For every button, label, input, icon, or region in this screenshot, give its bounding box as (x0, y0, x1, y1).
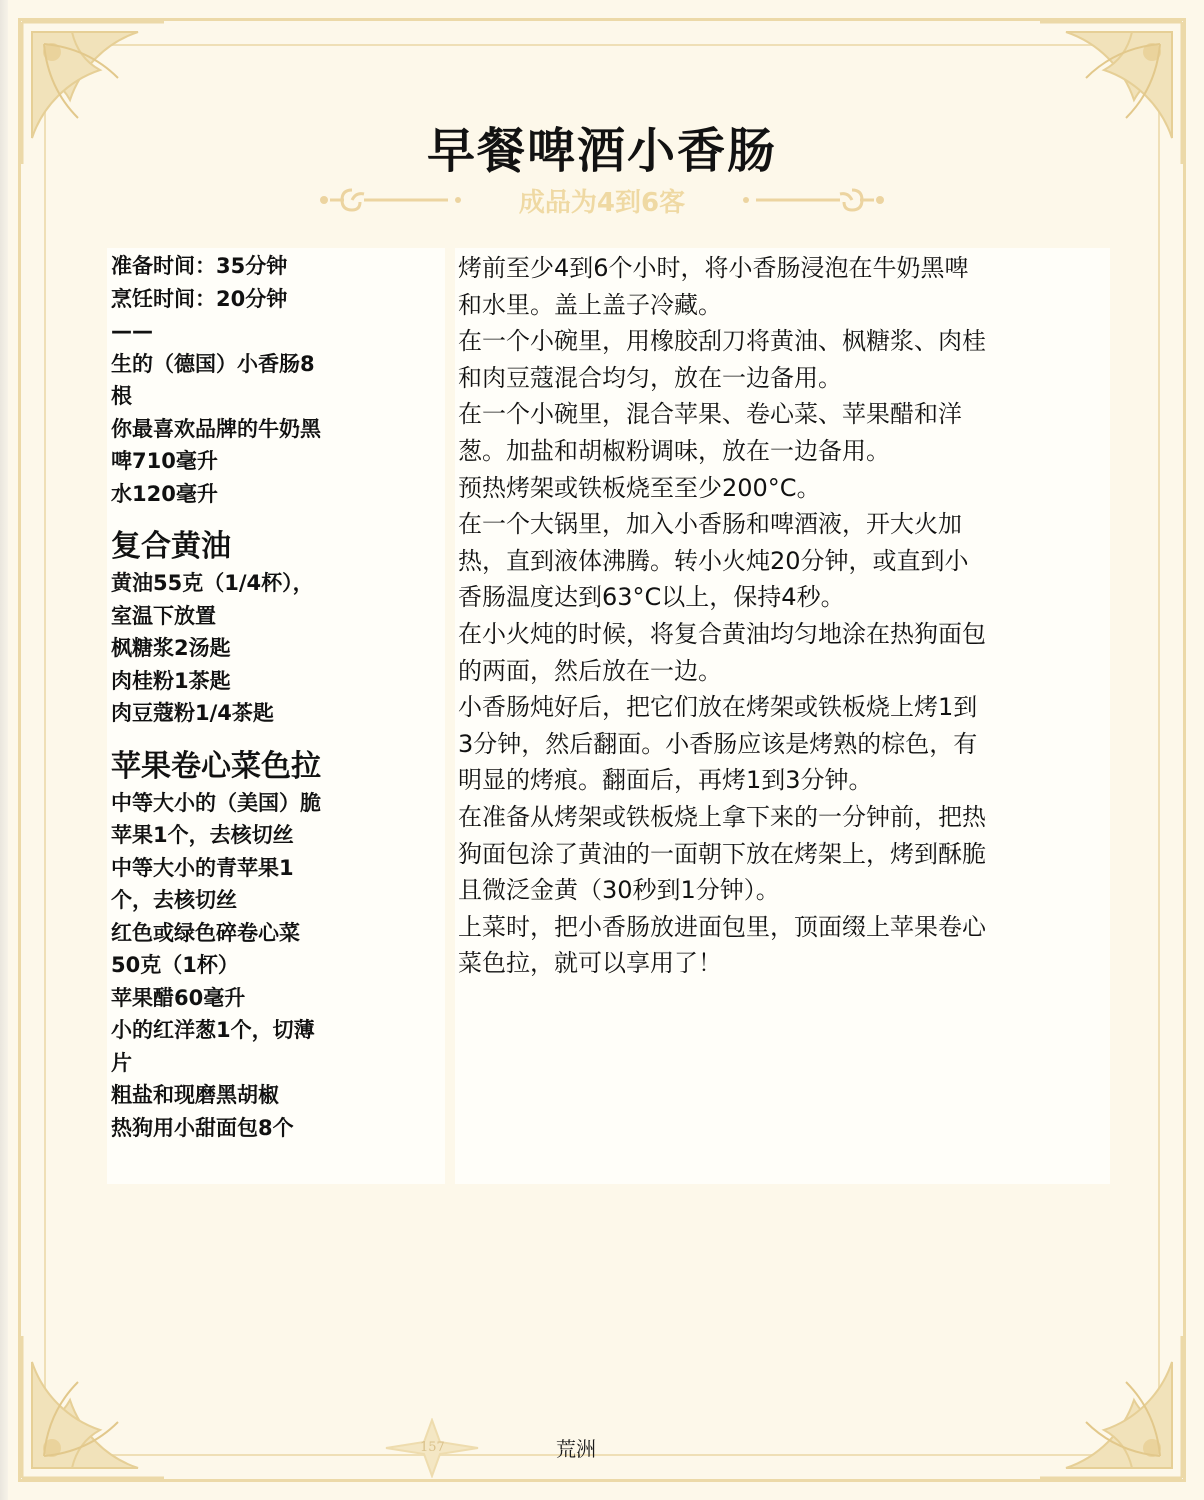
instruction-line: 3分钟，然后翻面。小香肠应该是烤熟的棕色，有 (458, 729, 978, 758)
instruction-line: 预热烤架或铁板烧至至少200°C。 (458, 473, 821, 502)
instruction-line: 且微泛金黄（30秒到1分钟）。 (458, 876, 780, 905)
prep-time: 准备时间：35分钟 (111, 254, 288, 278)
ingredient-line: 粗盐和现磨黑胡椒 (111, 1083, 279, 1107)
page-edge (0, 0, 8, 1500)
ingredient-line: 热狗用小甜面包8个 (111, 1115, 294, 1140)
ingredient-line: 中等大小的青苹果1 (111, 855, 294, 880)
recipe-title: 早餐啤酒小香肠 (426, 123, 777, 179)
instruction-line: 的两面，然后放在一边。 (458, 656, 722, 685)
instruction-line: 菜色拉，就可以享用了！ (458, 949, 722, 978)
ingredient-line: 室温下放置 (111, 603, 216, 628)
ingredients-panel (107, 248, 445, 1184)
instruction-line: 小香肠炖好后，把它们放在烤架或铁板烧上烤1到 (458, 693, 978, 722)
subtitle-row (0, 178, 1204, 222)
ingredient-line: 50克（1杯） (111, 953, 239, 977)
ingredient-line: 苹果醋60毫升 (111, 985, 246, 1010)
ingredient-line: 中等大小的（美国）脆 (111, 790, 321, 815)
instruction-line: 香肠温度达到63°C以上，保持4秒。 (458, 583, 845, 612)
salad-heading: 苹果卷心菜色拉 (111, 748, 321, 784)
butter-heading: 复合黄油 (111, 529, 231, 564)
instruction-line: 烤前至少4到6个小时，将小香肠浸泡在牛奶黑啤 (458, 254, 969, 282)
ingredient-line: 黄油55克（1/4杯）， (111, 571, 314, 595)
corner-ornament-icon (18, 1332, 168, 1482)
corner-ornament-icon (1036, 1332, 1186, 1482)
ingredient-line: 你最喜欢品牌的牛奶黑 (111, 416, 321, 441)
ingredient-line: 生的（德国）小香肠8 (111, 351, 315, 376)
ingredients-list (111, 250, 367, 1144)
ingredient-line: 片 (111, 1050, 132, 1075)
ingredient-line: 水120毫升 (111, 481, 218, 506)
instruction-line: 在一个大锅里，加入小香肠和啤酒液，开大火加 (458, 510, 962, 539)
ingredient-line: 肉桂粉1茶匙 (111, 668, 231, 693)
ingredient-line: 肉豆蔻粉1/4茶匙 (111, 701, 274, 725)
ingredient-line: 根 (111, 384, 132, 408)
instruction-line: 和肉豆蔻混合均匀，放在一边备用。 (458, 363, 842, 392)
divider-dash: —— (111, 319, 153, 343)
instruction-line: 葱。加盐和胡椒粉调味，放在一边备用。 (458, 436, 890, 465)
instruction-line: 狗面包涂了黄油的一面朝下放在烤架上，烤到酥脆 (458, 839, 986, 868)
instructions-panel (455, 248, 1110, 1184)
ingredient-line: 啤710毫升 (111, 449, 218, 473)
instruction-line: 明显的烤痕。翻面后，再烤1到3分钟。 (458, 766, 873, 795)
instruction-line: 在小火炖的时候，将复合黄油均匀地涂在热狗面包 (458, 619, 986, 648)
instructions-text (458, 250, 1098, 982)
instruction-line: 上菜时，把小香肠放进面包里，顶面缀上苹果卷心 (458, 912, 986, 941)
instruction-line: 在准备从烤架或铁板烧上拿下来的一分钟前，把热 (458, 802, 986, 831)
ingredient-line: 苹果1个，去核切丝 (111, 823, 294, 847)
ingredient-line: 红色或绿色碎卷心菜 (111, 920, 300, 945)
instruction-line: 在一个小碗里，混合苹果、卷心菜、苹果醋和洋 (458, 400, 962, 429)
page-number: 157 (420, 1440, 445, 1455)
flourish-right-icon (736, 182, 886, 218)
ingredient-line: 小的红洋葱1个，切薄 (111, 1018, 315, 1042)
ingredient-line: 枫糖浆2汤匙 (111, 636, 231, 660)
footer-label: 荒洲 (556, 1437, 596, 1461)
ingredient-line: 个，去核切丝 (111, 888, 237, 912)
instruction-line: 热，直到液体沸腾。转小火炖20分钟，或直到小 (458, 546, 969, 575)
instruction-line: 和水里。盖上盖子冷藏。 (458, 290, 722, 319)
instruction-line: 在一个小碗里，用橡胶刮刀将黄油、枫糖浆、肉桂 (458, 327, 986, 356)
recipe-servings: 成品为4到6客 (518, 188, 686, 218)
cook-time: 烹饪时间：20分钟 (111, 286, 288, 311)
